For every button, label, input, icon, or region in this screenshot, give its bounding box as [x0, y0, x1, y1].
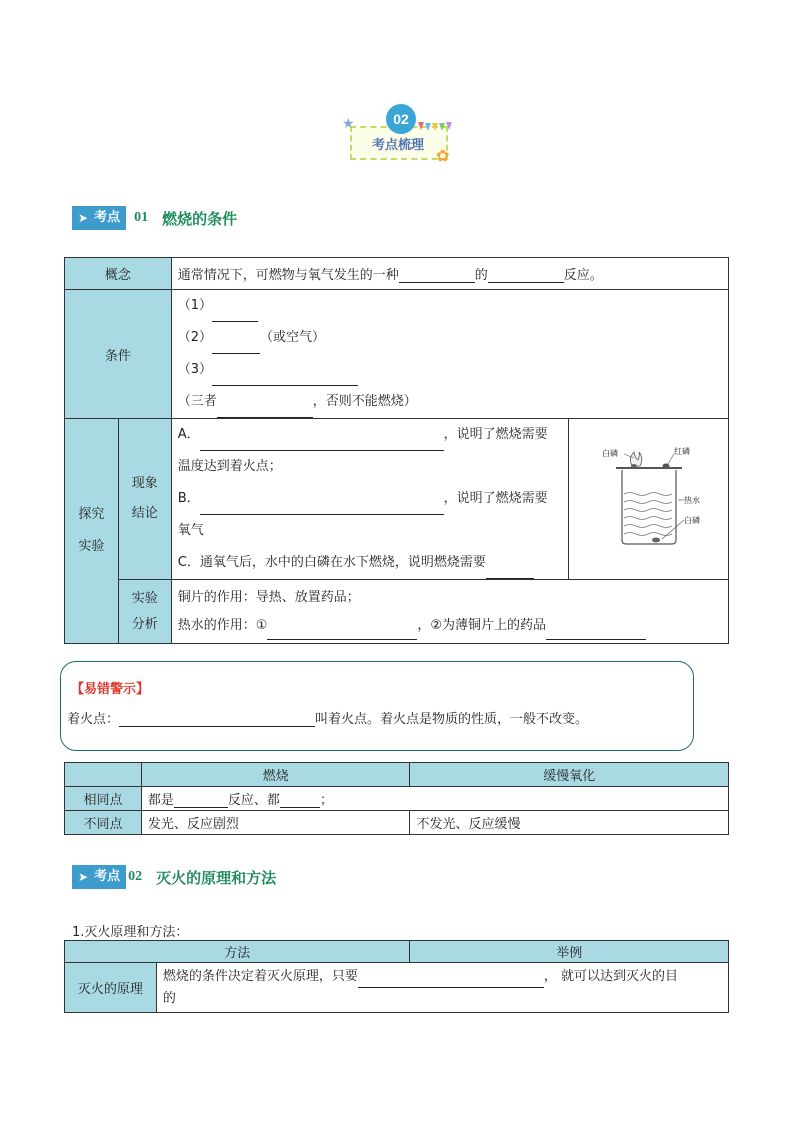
condition-item: （3）	[177, 362, 213, 377]
blank-line[interactable]	[280, 793, 320, 808]
comparison-table	[64, 762, 729, 835]
concept-cell	[171, 258, 728, 290]
blank-line[interactable]	[546, 625, 646, 640]
blank-line[interactable]	[358, 973, 544, 988]
extinguish-table	[64, 940, 729, 1013]
principle-text: 的	[162, 990, 176, 1006]
phenomenon-label-line: 现象	[131, 476, 158, 491]
blank-line[interactable]	[217, 403, 313, 418]
phenomenon-label-line: 结论	[131, 506, 158, 521]
analysis-text: 铜片的作用：导热、放置药品；	[177, 589, 360, 605]
table-row	[65, 963, 729, 1013]
principle-cell	[156, 963, 728, 1013]
analysis-text: ，②为薄铜片上的药品	[417, 617, 547, 633]
diff-slow-oxidation: 不发光、反应缓慢	[410, 811, 729, 835]
condition-item: （1）	[177, 298, 213, 313]
section-tag	[72, 206, 126, 230]
concept-text: 的	[474, 268, 488, 283]
section-tag-label: 考点	[94, 210, 121, 225]
principle-text: ， 就可以达到灭火的目	[543, 968, 678, 984]
explore-label-line: 实验	[78, 539, 105, 554]
section-title: 灭火的原理和方法	[156, 868, 277, 887]
analysis-label	[118, 580, 171, 644]
badge-number: 02	[386, 104, 416, 134]
section-badge	[338, 100, 458, 170]
header-slow-oxidation: 缓慢氧化	[410, 763, 729, 787]
section-header-1	[72, 205, 237, 231]
header-combustion: 燃烧	[141, 763, 410, 787]
principle-text: 燃烧的条件决定着灭火原理，只要	[162, 968, 358, 984]
warning-title: 【易错警示】	[71, 682, 150, 697]
label-hot-water: 热水	[683, 496, 700, 505]
analysis-label-line: 分析	[131, 616, 158, 632]
concept-text: 反应。	[563, 268, 603, 283]
header-example: 举例	[410, 941, 729, 963]
bunting-flags-icon	[418, 122, 452, 132]
phenomenon-text: A．	[177, 427, 200, 442]
table-row	[65, 787, 729, 811]
label-white-phosphorus-2: 白磷	[683, 516, 700, 525]
warning-text	[67, 708, 588, 727]
blank-line[interactable]	[174, 793, 228, 808]
blank-line[interactable]	[267, 625, 417, 640]
explore-label-line: 探究	[78, 507, 105, 522]
sunflower-icon: ✿	[436, 146, 450, 165]
label-white-phosphorus: 白磷	[601, 449, 618, 458]
phenomenon-label	[118, 419, 171, 580]
blank-line[interactable]	[200, 500, 444, 515]
blank-line[interactable]	[200, 436, 444, 451]
same-label: 相同点	[65, 787, 142, 811]
table-row	[65, 258, 729, 290]
blank-line[interactable]	[488, 268, 564, 283]
combustion-conditions-table	[64, 257, 729, 644]
condition-note: ，否则不能燃烧）	[312, 394, 417, 409]
section-title: 燃烧的条件	[162, 209, 238, 228]
condition-cell	[171, 290, 728, 419]
subsection-heading: 1.灭火原理和方法：	[72, 925, 189, 940]
analysis-label-line: 实验	[131, 590, 158, 606]
blank-line[interactable]	[212, 371, 358, 386]
section-number: 02	[128, 869, 143, 884]
blank-line[interactable]	[399, 268, 475, 283]
phenomenon-text: 温度达到着火点；	[177, 459, 282, 474]
table-row	[65, 941, 729, 963]
phenomenon-cell	[171, 419, 568, 580]
section-tag	[72, 865, 126, 889]
header-method: 方法	[65, 941, 410, 963]
badge-label: 考点梳理	[371, 138, 424, 153]
warning-text-part: 叫着火点。着火点是物质的性质，一般不改变。	[315, 712, 589, 727]
phenomenon-text: ，说明了燃烧需要	[443, 427, 548, 442]
concept-label: 概念	[65, 258, 172, 290]
condition-note: （三者	[177, 394, 217, 409]
diff-label: 不同点	[65, 811, 142, 835]
blank-line[interactable]	[212, 307, 258, 322]
principle-label: 灭火的原理	[65, 963, 157, 1013]
condition-item: （或空气）	[260, 330, 326, 345]
diff-combustion: 发光、反应剧烈	[141, 811, 410, 835]
warning-box	[60, 661, 694, 751]
section-header-2	[72, 864, 276, 890]
table-row	[65, 811, 729, 835]
concept-text: 通常情况下，可燃物与氧气发生的一种	[177, 268, 399, 283]
same-text: 反应、都	[227, 793, 280, 808]
condition-item: （2）	[177, 330, 213, 345]
table-row	[65, 580, 729, 644]
same-cell	[141, 787, 728, 811]
header-empty	[65, 763, 142, 787]
table-row	[65, 290, 729, 419]
apparatus-diagram	[594, 444, 704, 554]
explore-label	[65, 419, 119, 644]
table-row	[65, 419, 729, 580]
same-text: ；	[319, 793, 333, 808]
warning-text-part: 着火点：	[67, 712, 120, 727]
star-icon: ★	[342, 116, 355, 132]
analysis-cell	[171, 580, 728, 644]
section-number: 01	[134, 210, 149, 225]
table-row	[65, 763, 729, 787]
blank-line[interactable]	[119, 712, 315, 727]
phenomenon-text: C．通氧气后，水中的白磷在水下燃烧，说明燃烧需要	[177, 555, 486, 570]
phenomenon-text: ，说明了燃烧需要	[443, 491, 548, 506]
arrow-right-icon: ➤	[78, 211, 89, 225]
label-red-phosphorus: 红磷	[673, 447, 690, 456]
condition-label: 条件	[65, 290, 172, 419]
apparatus-cell	[569, 419, 729, 580]
section-tag-label: 考点	[94, 869, 121, 884]
arrow-right-icon: ➤	[78, 870, 89, 884]
phenomenon-text: B．	[177, 491, 200, 506]
blank-line[interactable]	[486, 564, 534, 579]
same-text: 都是	[147, 793, 174, 808]
analysis-text: 热水的作用：①	[177, 617, 268, 633]
phenomenon-text: 氧气	[177, 523, 204, 538]
blank-line[interactable]	[212, 339, 260, 354]
